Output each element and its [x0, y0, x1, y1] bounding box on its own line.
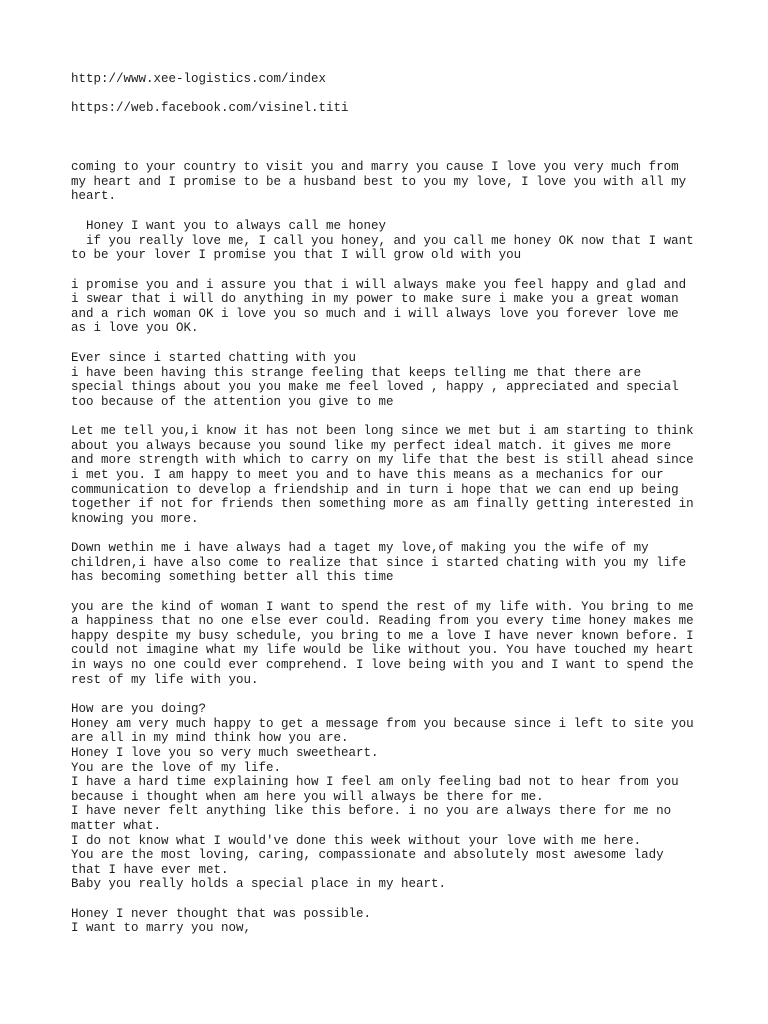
- text-line: heart.: [71, 189, 117, 203]
- text-line: i promise you and i assure you that i will always make you feel happy and glad and: [71, 278, 687, 292]
- text-line: I want to marry you now,: [71, 921, 252, 935]
- text-line: i have been having this strange feeling that keeps telling me that there are: [71, 366, 642, 380]
- text-line: because i thought when am here you will always be there for me.: [71, 790, 544, 804]
- text-line: if you really love me, I call you honey, and you call me honey OK now that I want: [71, 234, 694, 248]
- text-line: You are the most loving, caring, compassionate and absolutely most awesome lady: [71, 848, 664, 862]
- text-line: about you always because you sound like my perfect ideal match. it gives me more: [71, 439, 672, 453]
- text-line: and a rich woman OK i love you so much and i will always love you forever love me: [71, 307, 679, 321]
- url-line-facebook: https://web.facebook.com/visinel.titi: [71, 101, 349, 115]
- text-line: could not imagine what my life would be like without you. You have touched my heart: [71, 643, 694, 657]
- text-line: Let me tell you,i know it has not been long since we met but i am starting to think: [71, 424, 694, 438]
- text-line: children,i have also come to realize that since i started chating with you my life: [71, 556, 687, 570]
- text-line: How are you doing?: [71, 702, 207, 716]
- text-line: Down wethin me i have always had a taget my love,of making you the wife of my: [71, 541, 649, 555]
- text-line: Honey I love you so very much sweetheart.: [71, 746, 379, 760]
- text-line: knowing you more.: [71, 512, 199, 526]
- text-line: to be your lover I promise you that I will grow old with you: [71, 248, 522, 262]
- text-line: You are the love of my life.: [71, 761, 282, 775]
- text-line: a happiness that no one else ever could. Reading from you every time honey makes me: [71, 614, 694, 628]
- text-line: happy despite my busy schedule, you bring to me a love I have never known before. I: [71, 629, 694, 643]
- text-line: my heart and I promise to be a husband best to you my love, I love you with all my: [71, 175, 687, 189]
- text-line: in ways no one could ever comprehend. I love being with you and I want to spend the: [71, 658, 694, 672]
- text-line: Honey I never thought that was possible.: [71, 907, 372, 921]
- text-line: has becoming something better all this time: [71, 570, 394, 584]
- text-line: Ever since i started chatting with you: [71, 351, 357, 365]
- text-line: coming to your country to visit you and marry you cause I love you very much from: [71, 160, 679, 174]
- text-line: Honey I want you to always call me honey: [71, 219, 387, 233]
- text-line: that I have ever met.: [71, 863, 229, 877]
- text-line: as i love you OK.: [71, 321, 199, 335]
- text-line: Baby you really holds a special place in my heart.: [71, 877, 447, 891]
- text-line: are all in my mind think how you are.: [71, 731, 349, 745]
- text-line: i swear that i will do anything in my power to make sure i make you a great woman: [71, 292, 679, 306]
- text-line: special things about you you make me feel loved , happy , appreciated and special: [71, 380, 679, 394]
- text-line: and more strength with which to carry on my life that the best is still ahead since: [71, 453, 694, 467]
- text-line: you are the kind of woman I want to spend the rest of my life with. You bring to me: [71, 600, 694, 614]
- text-line: I have never felt anything like this before. i no you are always there for me no: [71, 804, 672, 818]
- text-line: I do not know what I would've done this week without your love with me here.: [71, 834, 642, 848]
- text-line: too because of the attention you give to me: [71, 395, 394, 409]
- url-line-website: http://www.xee-logistics.com/index: [71, 72, 327, 86]
- text-line: together if not for friends then something more as am finally getting interested in: [71, 497, 694, 511]
- text-line: communication to develop a friendship and in turn i hope that we can end up being: [71, 483, 679, 497]
- text-line: Honey am very much happy to get a message from you because since i left to site you: [71, 717, 694, 731]
- text-line: rest of my life with you.: [71, 673, 259, 687]
- text-line: i met you. I am happy to meet you and to have this means as a mechanics for our: [71, 468, 664, 482]
- text-line: matter what.: [71, 819, 162, 833]
- text-line: I have a hard time explaining how I feel am only feeling bad not to hear from you: [71, 775, 679, 789]
